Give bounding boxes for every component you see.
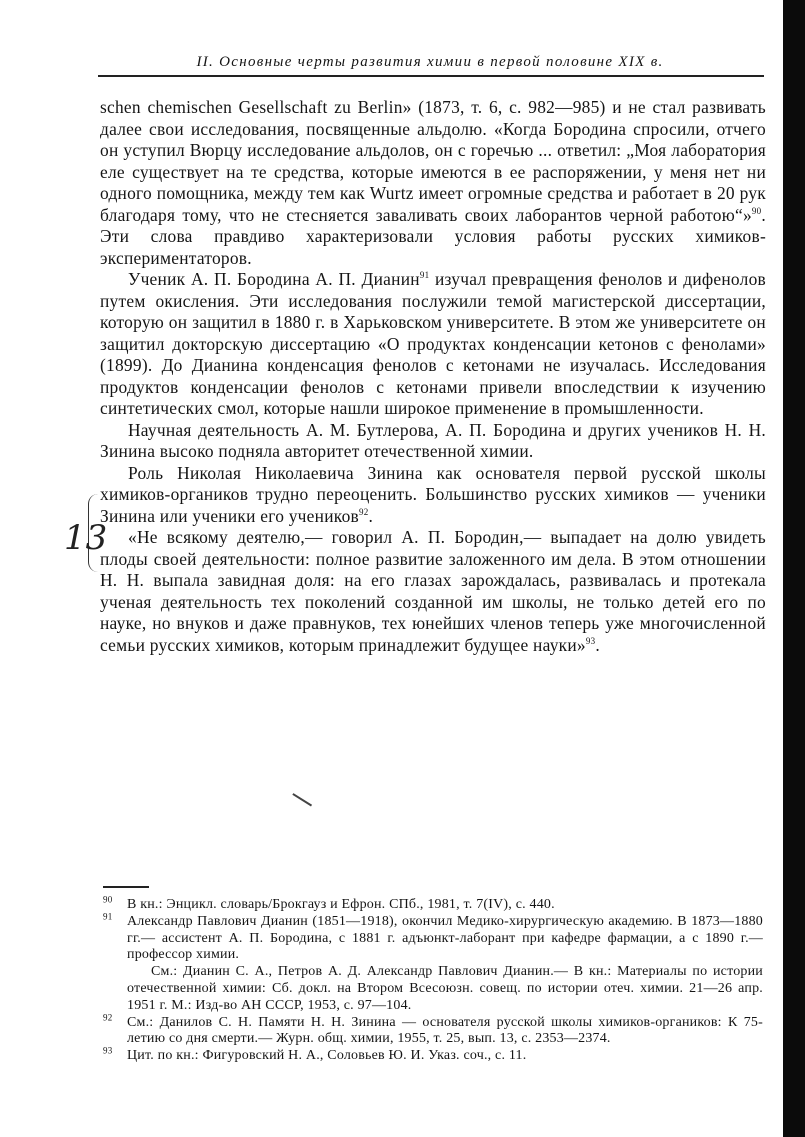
paragraph-3 [100, 420, 766, 463]
footnote-92-number: 92 [103, 1011, 113, 1022]
paragraph-5-text-a: «Не всякому деятелю,— говорил А. П. Бородин,— выпадает на долю увидеть плоды своей деятельности: полное развитие заложенного им дела. В этом отношении Н. Н. выпала завидная доля: на его глазах зарождалась, развивалась и протекала ученая деятельность тех поколений созданной им школы, не только детей его по науке, но внуков и даже правнуков, тех юнейших членов теперь уже многочисленной семьи русских химиков, которым принадлежит будущее науки» [100, 527, 766, 655]
paragraph-4-text-b: . [368, 505, 374, 526]
footnote-93 [103, 1045, 763, 1065]
paragraph-4 [100, 463, 766, 528]
footnotes [103, 894, 763, 1065]
handwritten-margin-note: 13 [64, 518, 108, 558]
scan-edge-shadow [783, 0, 805, 1137]
handwritten-tick-mark [293, 793, 312, 806]
paragraph-1-tail: . Эти слова правдиво характеризовали условия работы русских химиков-экспериментаторов. [100, 204, 766, 268]
paragraph-1 [100, 97, 766, 269]
footnote-91 [103, 911, 763, 964]
running-header: II. Основные черты развития химии в первой половине XIX в. [196, 54, 664, 70]
footnote-ref-92[interactable]: 92 [358, 506, 369, 517]
paragraph-5 [100, 527, 766, 656]
paragraph-2-text-b: изучал превращения фенолов и дифенолов путем окисления. Эти исследования послужили темой магистерской диссертации, которую он защитил в 1880 г. в Харьковском университете. В этом же университете он защитил докторскую диссертацию «О продуктах конденсации кетонов с фенолами» (1899). До Дианина конденсация фенолов с кетонами не изучалась. Исследования продуктов конденсации фенолов с кетонами привели впоследствии к изучению синтетических смол, которые нашли широкое применение в промышленности. [100, 269, 766, 418]
footnote-ref-93[interactable]: 93 [585, 635, 596, 646]
footnote-ref-90[interactable]: 90 [751, 205, 762, 216]
header-rule [98, 75, 764, 77]
footnote-90 [103, 894, 763, 914]
paragraph-2-text-a: Ученик А. П. Бородина А. П. Дианин [128, 269, 420, 289]
footnote-90-number: 90 [103, 894, 113, 905]
footnote-90-text: В кн.: Энцикл. словарь/Брокгауз и Ефрон. СПб., 1981, т. 7(IV), с. 440. [127, 897, 555, 912]
paragraph-5-text-b: . [595, 634, 600, 655]
footnote-91-number: 91 [103, 911, 113, 922]
footnote-91-see-also: См.: Дианин С. А., Петров А. Д. Александр Павлович Дианин.— В кн.: Материалы по истории отечественной химии: Сб. докл. на Втором Всесоюзн. совещ. по истории отеч. химии. 21—26 апр. 1951 г. М.: Изд-во АН СССР, 1953, с. 97—104. [127, 964, 763, 1013]
footnote-rule [103, 886, 149, 888]
footnote-92-text: См.: Данилов С. Н. Памяти Н. Н. Зинина — основателя русской школы химиков-органиков: К 75-летию со дня смерти.— Журн. общ. химии, 1955, т. 25, вып. 13, с. 2353—2374. [127, 1014, 763, 1047]
footnote-91-text: Александр Павлович Дианин (1851—1918), окончил Медико-хирургическую академию. В 1873—1880 гг.— ассистент А. П. Бородина, с 1881 г. адъюнкт-лаборант при кафедре фармации, а с 1890 г.— профессор химии. [127, 913, 763, 963]
footnote-92 [103, 1011, 763, 1049]
main-text [100, 97, 766, 656]
paragraph-3-text: Научная деятельность А. М. Бутлерова, А. П. Бородина и других учеников Н. Н. Зинина высоко подняла авторитет отечественной химии. [100, 419, 766, 461]
footnote-93-number: 93 [103, 1045, 113, 1056]
paragraph-4-text-a: Роль Николая Николаевича Зинина как основателя первой русской школы химиков-органиков трудно переоценить. Большинство русских химиков — ученики Зинина или ученики его учеников [100, 462, 766, 526]
footnote-ref-91[interactable]: 91 [419, 270, 430, 281]
paragraph-1-text: schen chemischen Gesellschaft zu Berlin» (1873, т. 6, с. 982—985) и не стал развивать далее свои исследования, посвященные альдолю. «Когда Бородина спросили, отчего он уступил Вюрцу исследование альдолов, он с горечью ... ответил: „Моя лаборатория еле существует на те средства, которые имеются в ее распоряжении, у меня нет ни одного помощника, между тем как Wurtz имеет огромные средства и работает в 20 рук благодаря тому, что не стесняется заваливать своих лаборантов черной работою“» [100, 97, 766, 225]
paragraph-2 [100, 269, 766, 420]
footnote-93-text: Цит. по кн.: Фигуровский Н. А., Соловьев Ю. И. Указ. соч., с. 11. [127, 1048, 527, 1064]
